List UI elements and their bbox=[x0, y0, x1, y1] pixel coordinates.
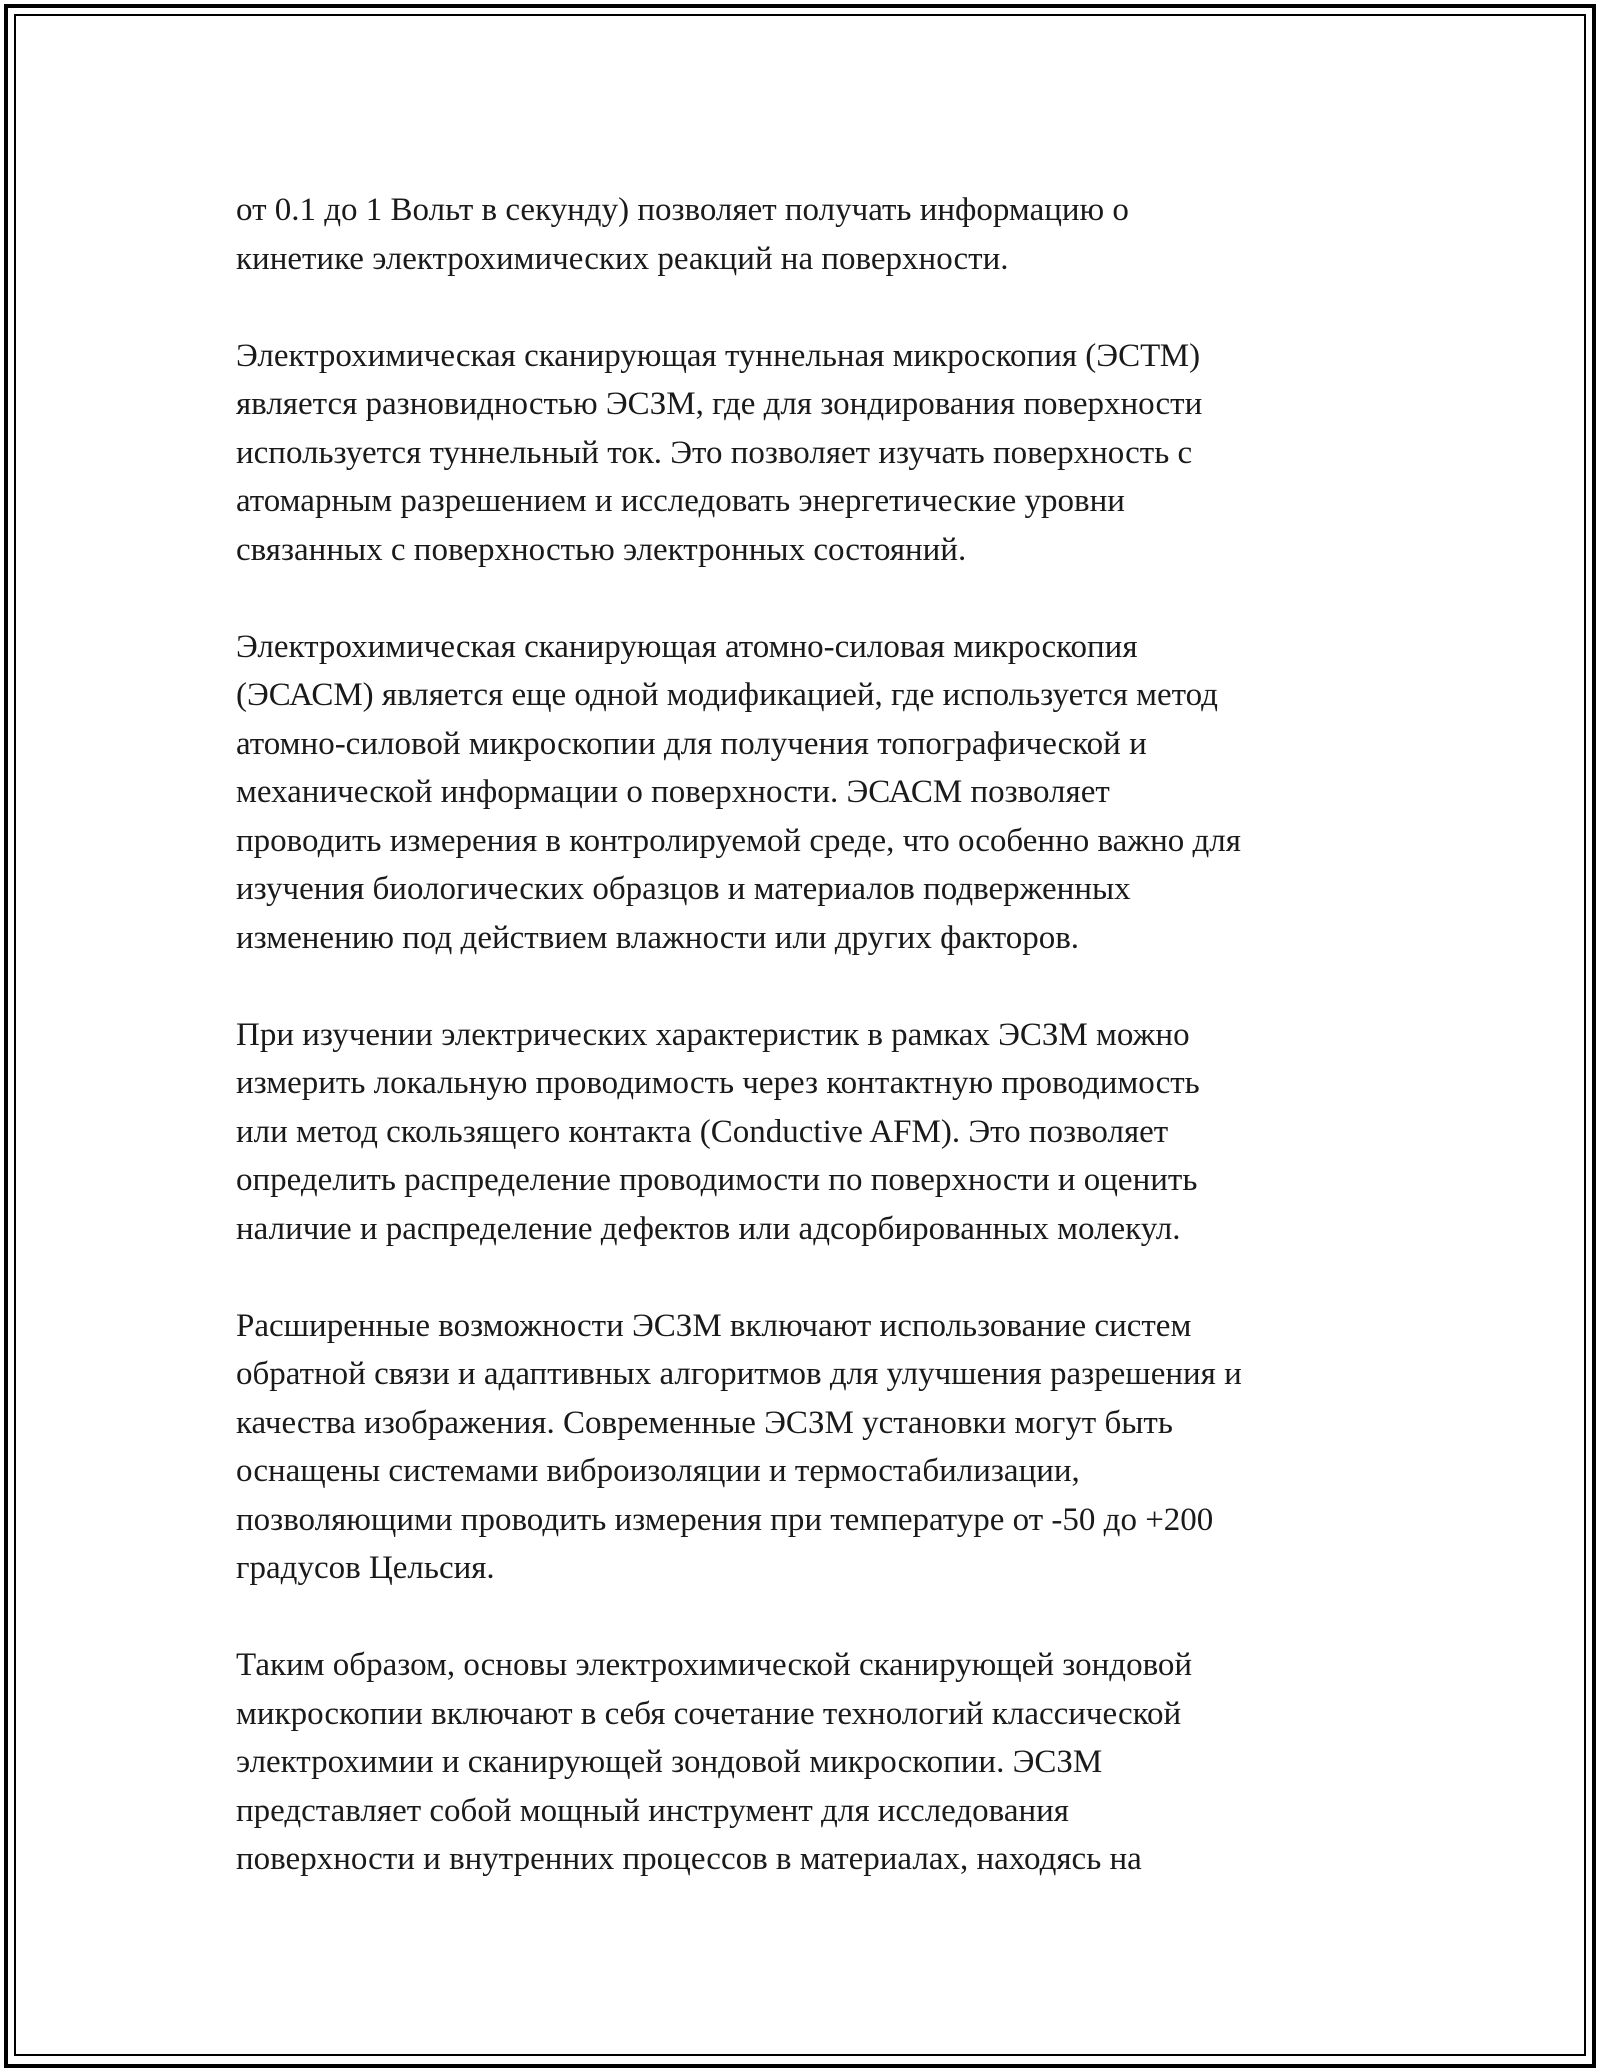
text-line: изучения биологических образцов и материалов подверженных bbox=[236, 871, 1131, 907]
text-line: представляет собой мощный инструмент для исследования bbox=[236, 1792, 1069, 1829]
text-line: кинетике электрохимических реакций на поверхности. bbox=[236, 240, 1009, 277]
text-line: обратной связи и адаптивных алгоритмов для улучшения разрешения и bbox=[236, 1356, 1242, 1392]
text-line: от 0.1 до 1 Вольт в секунду) позволяет получать информацию о bbox=[236, 192, 1129, 228]
text-line: Электрохимическая сканирующая атомно-силовая микроскопия bbox=[236, 628, 1138, 665]
paragraph bbox=[236, 186, 1386, 283]
paragraph bbox=[236, 1011, 1386, 1254]
text-line: Таким образом, основы электрохимической сканирующей зондовой bbox=[236, 1647, 1193, 1683]
text-line: поверхности и внутренних процессов в материалах, находясь на bbox=[236, 1841, 1142, 1877]
text-line: определить распределение проводимости по поверхности и оценить bbox=[236, 1162, 1198, 1198]
text-line: наличие и распределение дефектов или адсорбированных молекул. bbox=[236, 1210, 1181, 1247]
text-line: При изучении электрических характеристик в рамках ЭСЗМ можно bbox=[236, 1016, 1190, 1053]
text-line: градусов Цельсия. bbox=[236, 1550, 495, 1586]
text-line: измерить локальную проводимость через контактную проводимость bbox=[236, 1065, 1200, 1101]
text-line: электрохимии и сканирующей зондовой микроскопии. ЭСЗМ bbox=[236, 1744, 1103, 1780]
text-line: проводить измерения в контролируемой среде, что особенно важно для bbox=[236, 822, 1241, 859]
paragraph bbox=[236, 1641, 1386, 1884]
text-line: связанных с поверхностью электронных состояний. bbox=[236, 531, 967, 568]
text-line: механической информации о поверхности. ЭСАСМ позволяет bbox=[236, 774, 1110, 810]
text-line: является разновидностью ЭСЗМ, где для зондирования поверхности bbox=[236, 386, 1203, 422]
text-line: качества изображения. Современные ЭСЗМ установки могут быть bbox=[236, 1404, 1173, 1441]
text-line: Расширенные возможности ЭСЗМ включают использование систем bbox=[236, 1307, 1192, 1344]
document-body bbox=[236, 186, 1386, 1884]
text-line: или метод скользящего контакта (Conductive AFM). Это позволяет bbox=[236, 1113, 1169, 1150]
text-line: изменению под действием влажности или других факторов. bbox=[236, 919, 1080, 956]
text-line: микроскопии включают в себя сочетание технологий классической bbox=[236, 1695, 1182, 1732]
text-line: используется туннельный ток. Это позволяет изучать поверхность с bbox=[236, 434, 1193, 471]
text-line: атомарным разрешением и исследовать энергетические уровни bbox=[236, 483, 1125, 519]
text-line: оснащены системами виброизоляции и термостабилизации, bbox=[236, 1453, 1080, 1489]
text-line: Электрохимическая сканирующая туннельная микроскопия (ЭСТМ) bbox=[236, 337, 1201, 374]
text-line: (ЭСАСМ) является еще одной модификацией, где используется метод bbox=[236, 677, 1218, 713]
paragraph bbox=[236, 623, 1386, 963]
text-line: атомно-силовой микроскопии для получения топографической и bbox=[236, 725, 1147, 762]
text-line: позволяющими проводить измерения при температуре от -50 до +200 bbox=[236, 1501, 1214, 1538]
paragraph bbox=[236, 1302, 1386, 1593]
paragraph bbox=[236, 332, 1386, 575]
